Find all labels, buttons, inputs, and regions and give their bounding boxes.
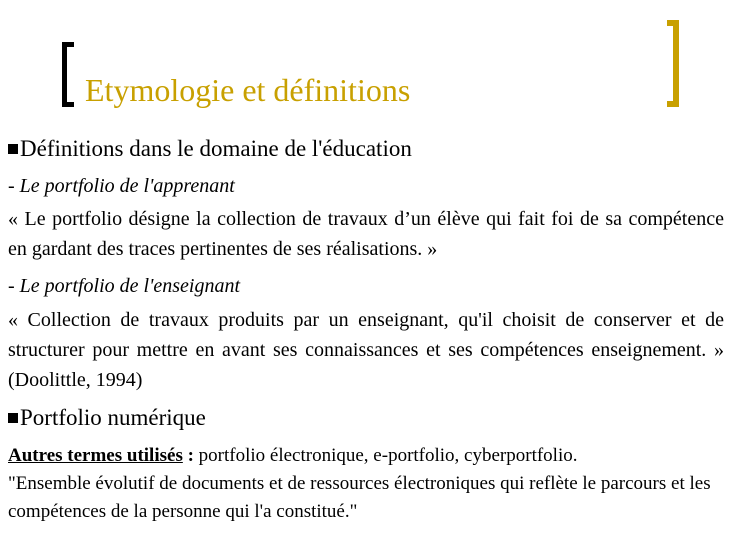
bullet-square-icon	[8, 144, 18, 154]
other-terms-paragraph	[8, 442, 730, 526]
quote-enseignant: « Collection de travaux produits par un enseignant, qu'il choisit de conserver et de structurer pour mettre en avant ses connaissances et ses compétences enseignement. » (Doolittle, 1994)	[8, 309, 724, 391]
subhead-enseignant: - Le portfolio de l'enseignant	[8, 275, 241, 297]
portfolio-numerique-definition: "Ensemble évolutif de documents et de ressources électroniques qui reflète le parcours et les compétences de la personne qui l'a constitué."	[8, 473, 711, 522]
right-bracket-decoration	[667, 20, 679, 107]
other-terms-label: Autres termes utilisés	[8, 445, 183, 466]
section-heading-education	[8, 135, 412, 163]
other-terms-list: portfolio électronique, e-portfolio, cyberportfolio.	[198, 445, 578, 466]
other-terms-separator: :	[182, 445, 199, 466]
quote-apprenant: « Le portfolio désigne la collection de travaux d’un élève qui fait foi de sa compétence en gardant des traces pertinentes de ses réalisations. »	[8, 208, 724, 260]
section-heading-label: Définitions dans le domaine de l'éducation	[20, 136, 412, 161]
left-bracket-decoration	[62, 42, 74, 107]
bullet-square-icon	[8, 413, 18, 423]
section-heading-label: Portfolio numérique	[20, 405, 206, 430]
subhead-apprenant: - Le portfolio de l'apprenant	[8, 175, 235, 197]
slide-title: Etymologie et définitions	[85, 72, 411, 108]
section-heading-numerique	[8, 404, 206, 432]
